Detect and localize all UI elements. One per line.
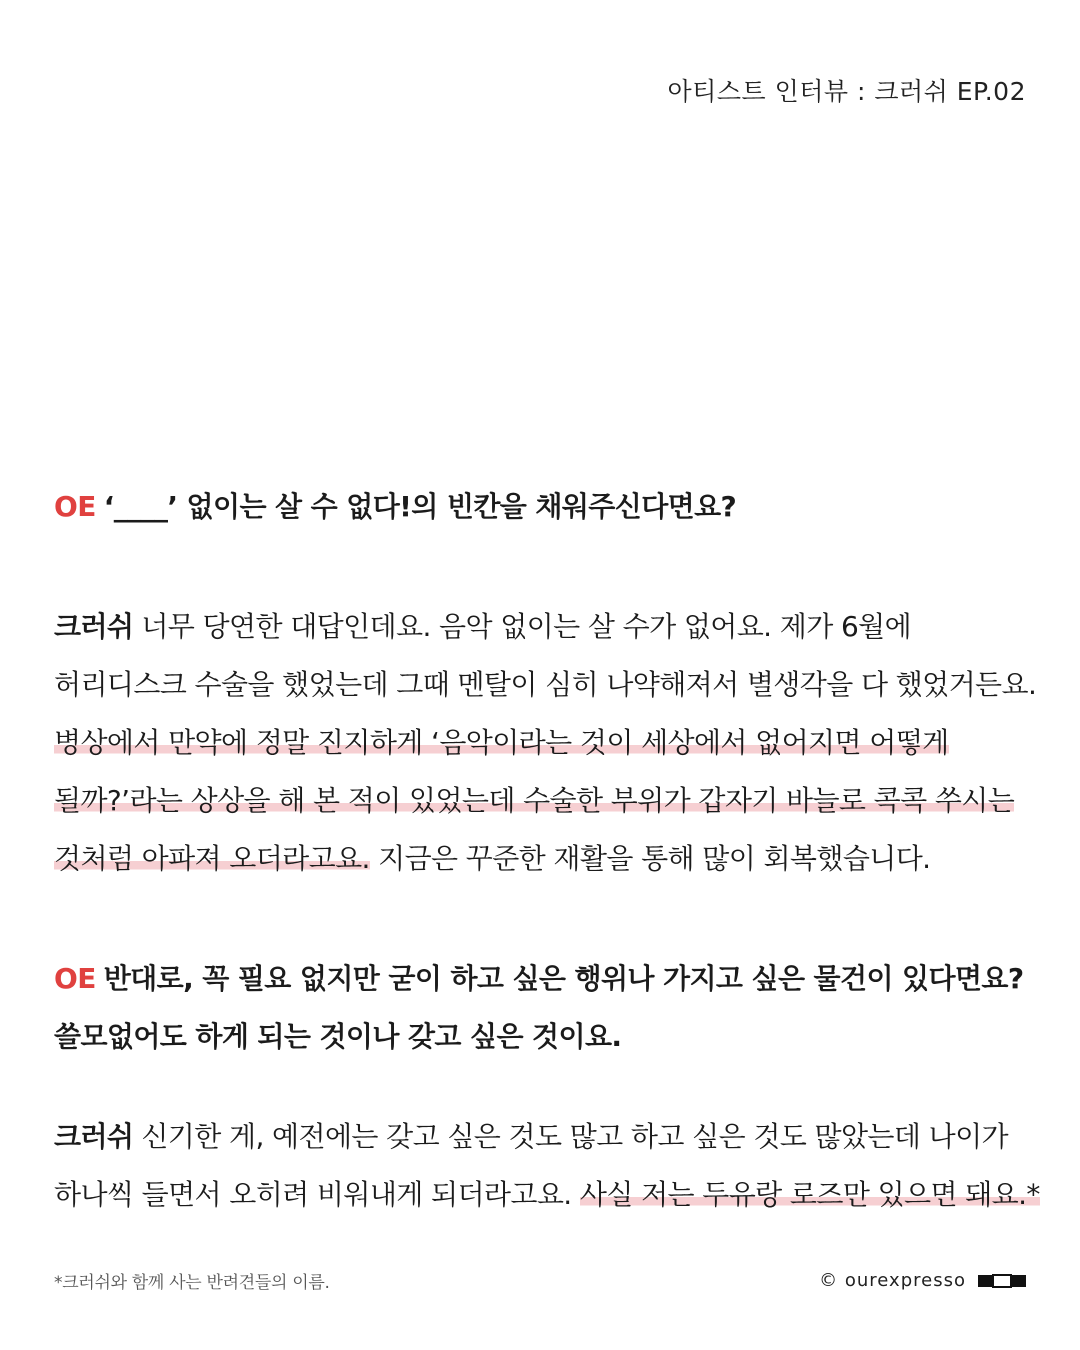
interview-content bbox=[54, 478, 1044, 1224]
answer-1-line-1: 크러쉬 너무 당연한 대답인데요. 음악 없이는 살 수가 없어요. 제가 6월에 bbox=[54, 610, 912, 643]
header-title: 아티스트 인터뷰 : 크러쉬 EP.02 bbox=[667, 77, 1026, 106]
oe-tag: OE bbox=[54, 962, 96, 995]
question-1 bbox=[54, 478, 1044, 536]
question-2-line-1: OE 반대로, 꼭 필요 없지만 굳이 하고 싶은 행위나 가지고 싶은 물건이 있다면요? bbox=[54, 962, 1024, 995]
highlight-text: 사실 저는 두유랑 로즈만 있으면 돼요.* bbox=[579, 1178, 1040, 1211]
highlight-text: 것처럼 아파져 오더라고요. bbox=[54, 842, 370, 875]
question-1-text: ‘____’ 없이는 살 수 없다!의 빈칸을 채워주신다면요? bbox=[103, 490, 737, 523]
highlight-text: 될까?’라는 상상을 해 본 적이 있었는데 수술한 부위가 갑자기 바늘로 콕콕 쑤시는 bbox=[54, 784, 1015, 817]
answer-1-line-4 bbox=[54, 772, 1044, 830]
question-2 bbox=[54, 950, 1044, 1066]
answer-1-line-2: 허리디스크 수술을 했었는데 그때 멘탈이 심히 나약해져서 별생각을 다 했었거든요. bbox=[54, 668, 1037, 701]
speaker-name: 크러쉬 bbox=[54, 610, 134, 643]
ourexpresso-logo-icon bbox=[978, 1274, 1026, 1288]
question-2-line-2: 쓸모없어도 하게 되는 것이나 갖고 싶은 것이요. bbox=[54, 1020, 622, 1053]
credit bbox=[819, 1270, 1026, 1291]
speaker-name: 크러쉬 bbox=[54, 1120, 134, 1153]
answer-2-line-1: 크러쉬 신기한 게, 예전에는 갖고 싶은 것도 많고 하고 싶은 것도 많았는데 나이가 bbox=[54, 1120, 1008, 1153]
answer-2-line-2: 하나씩 들면서 오히려 비워내게 되더라고요. 사실 저는 두유랑 로즈만 있으면 돼요.* bbox=[54, 1178, 1040, 1211]
oe-tag: OE bbox=[54, 490, 96, 523]
answer-1 bbox=[54, 598, 1044, 888]
copyright-text: © ourexpresso bbox=[819, 1270, 966, 1291]
answer-1-line-5: 것처럼 아파져 오더라고요. 지금은 꾸준한 재활을 통해 많이 회복했습니다. bbox=[54, 842, 931, 875]
answer-1-line-3 bbox=[54, 714, 1044, 772]
answer-2 bbox=[54, 1108, 1044, 1224]
footer bbox=[54, 1268, 1026, 1293]
highlight-text: 병상에서 만약에 정말 진지하게 ‘음악이라는 것이 세상에서 없어지면 어떻게 bbox=[54, 726, 949, 759]
footnote: *크러쉬와 함께 사는 반려견들의 이름. bbox=[54, 1273, 330, 1293]
